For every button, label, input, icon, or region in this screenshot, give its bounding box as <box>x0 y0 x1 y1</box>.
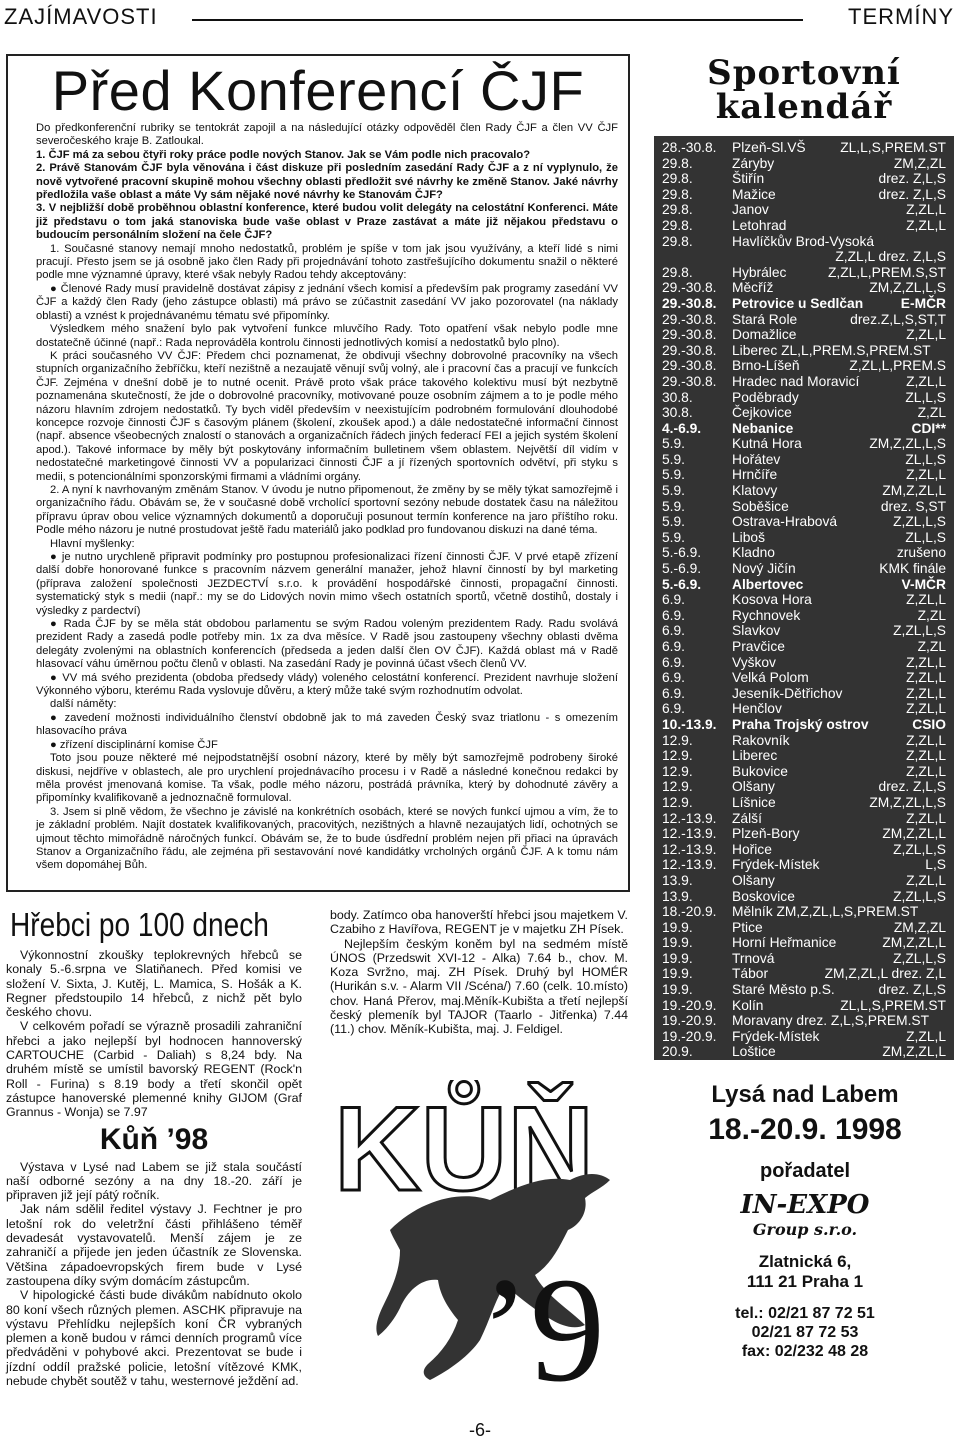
calendar-place: Velká Polom <box>732 670 809 686</box>
calendar-place: Kutná Hora <box>732 436 802 452</box>
calendar-date: 29.-30.8. <box>662 280 717 296</box>
calendar-category: Z,ZL,L <box>906 592 946 608</box>
calendar-place: Horní Heřmanice <box>732 935 837 951</box>
calendar-place: Frýdek-Místek <box>732 857 820 873</box>
calendar-row <box>662 811 950 827</box>
calendar-date: 18.-20.9. <box>662 904 717 920</box>
page-header <box>0 0 960 34</box>
calendar-category: CSIO <box>912 716 946 732</box>
calendar-row <box>662 826 950 842</box>
calendar-row <box>662 218 950 234</box>
calendar-category: ZM,Z,ZL,L,S <box>869 794 946 810</box>
calendar-date: 10.-13.9. <box>662 716 717 732</box>
stallions-paragraph: body. Zatímco oba hanoverští hřebci jsou majetkem V. Czabiho z Havířova, REGENT je v majetku ZH Písek. <box>330 908 628 937</box>
calendar-row <box>662 187 950 203</box>
calendar-category: Z,ZL,L <box>906 732 946 748</box>
exhibition-promo <box>656 1076 954 1396</box>
calendar-place: Henčlov <box>732 701 782 717</box>
calendar-row <box>662 592 950 608</box>
calendar-row <box>662 998 950 1014</box>
calendar-row <box>662 171 950 187</box>
calendar-row <box>662 545 950 561</box>
calendar-place: Plzeň-Bory <box>732 826 800 842</box>
calendar-category: drez. Z,L,S <box>878 779 946 795</box>
calendar-row <box>662 982 950 998</box>
sport-calendar <box>654 54 954 1060</box>
calendar-place: Hrnčíře <box>732 467 778 483</box>
calendar-category: Z,ZL,L <box>906 810 946 826</box>
calendar-category: drez. Z,L,S <box>878 171 946 187</box>
calendar-row <box>662 140 950 156</box>
calendar-date: 12.-13.9. <box>662 857 717 873</box>
calendar-row <box>662 889 950 905</box>
calendar-category: drez. Z,L,S <box>878 186 946 202</box>
calendar-date: 12.-13.9. <box>662 810 717 826</box>
kun-paragraph: V hipologické části bude divákům nabídnuto okolo 80 koní všech různých plemen. ASCHK připravuje na výstavu Přehlídku nejlepších koní ČR vybraných plemen a koně budou v rámci denních programů více předváděni v pohybové akci. Prezentovat se bude i jízdní oddíl pražské policie, letošní vítězové KMK, nebude chybět soutěž v tahu, westernové ježdění ad. <box>6 1288 302 1389</box>
calendar-place: Staré Město p.S. <box>732 982 835 998</box>
calendar-row <box>662 764 950 780</box>
calendar-date: 6.9. <box>662 685 686 701</box>
calendar-place: Nový Jičín <box>732 561 796 577</box>
calendar-date: 6.9. <box>662 701 686 717</box>
calendar-row <box>662 530 950 546</box>
calendar-title: Sportovní kalendář <box>707 53 901 127</box>
logo-year: ’9 <box>480 1247 605 1410</box>
article-paragraph: 3. Jsem si plně vědom, že všechno je závislé na konkrétních osobách, které se nových funkcí ujmou a vím, že to je základní problém. Najít dostatek kvalifikovaných, pracovitých, nezištných a hlavně nezaujatých lidí, ochotných se ujmout těchto mimořádně náročných funkcí. Obávám se, že to bude úsdřední problém nejen při přiaci na úpravách Stanov a Organizačního řádu, ale zejména při sestavování nové kandidátky vrcholných orgánů ČJF. A k tomu nám všem dopomáhej Bůh. <box>36 805 618 872</box>
calendar-row <box>662 296 950 312</box>
calendar-row <box>662 156 950 172</box>
calendar-category: KMK finále <box>879 561 946 577</box>
calendar-date: 29.-30.8. <box>662 358 717 374</box>
calendar-row <box>662 374 950 390</box>
calendar-date: 29.8. <box>662 155 693 171</box>
calendar-row <box>662 779 950 795</box>
calendar-row <box>662 920 950 936</box>
promo-dates: 18.-20.9. 1998 <box>708 1113 902 1146</box>
calendar-place: Slavkov <box>732 623 781 639</box>
calendar-place: Janov <box>732 202 769 218</box>
calendar-place: Líšnice <box>732 794 776 810</box>
calendar-place: Kolín <box>732 997 764 1013</box>
calendar-place: Trnová <box>732 950 775 966</box>
calendar-date: 29.-30.8. <box>662 295 717 311</box>
calendar-row <box>662 249 950 265</box>
calendar-row <box>662 327 950 343</box>
calendar-row <box>662 405 950 421</box>
calendar-row <box>662 202 950 218</box>
calendar-category: Z,ZL,L <box>906 670 946 686</box>
section-label-right: TERMÍNY <box>848 4 954 29</box>
calendar-place: Frýdek-Místek <box>732 1028 820 1044</box>
article-body <box>36 122 618 873</box>
calendar-category: Z,ZL,L <box>906 654 946 670</box>
article-paragraph: Do předkonferenční rubriky se tentokrát zapojil a na následující otázky odpověděl člen Rady ČJF a člen VV ČJF severočeského kraje B. Zatloukal. <box>36 122 618 148</box>
calendar-category: ZM,Z,ZL,L drez. Z,L <box>824 966 946 982</box>
stallions-column-right <box>330 908 628 1037</box>
calendar-category: ZM,Z,ZL,L,S <box>869 280 946 296</box>
calendar-list <box>662 140 950 1060</box>
calendar-date: 28.-30.8. <box>662 140 717 155</box>
calendar-date: 29.8. <box>662 171 693 187</box>
article-paragraph: ● je nutno urychleně připravit podmínky pro postupnou profesionalizaci řízení činnosti ČJF. V prvé etapě zřízení další dobře honorované funkce s pracovním názvem generální manažer, jehož hlavní činností by byl marketing (příprava založení společnosti JEZDECTVÍ s.r.o. k provádění hospodářské činnosti, propagační činnosti. systematický styk s medii (např.: my se do Lidových novin mimo všech ostatních sportů, včetně dostihů, dostaly i výsledky z pardectví) <box>36 551 618 617</box>
calendar-date: 29.8. <box>662 202 693 218</box>
calendar-row <box>662 467 950 483</box>
promo-company-sub: Group s.r.o. <box>752 1220 858 1239</box>
promo-fax: fax: 02/232 48 28 <box>741 1343 869 1360</box>
promo-organizer-label: pořadatel <box>759 1160 851 1182</box>
article-title: Před Konferencí ČJF <box>51 59 585 122</box>
calendar-category: Z,ZL <box>917 639 946 654</box>
calendar-category: Z,ZL,L drez. Z,L,S <box>835 249 946 265</box>
calendar-category: drez. S,ST <box>880 498 946 514</box>
promo-company: IN-EXPO <box>740 1190 870 1220</box>
calendar-date: 20.9. <box>662 1044 693 1060</box>
calendar-date: 12.9. <box>662 763 693 779</box>
calendar-row <box>662 966 950 982</box>
calendar-category: Z,ZL <box>917 607 946 623</box>
calendar-category: Z,ZL,L <box>906 327 946 343</box>
calendar-place: Kosova Hora <box>732 592 812 608</box>
calendar-place: Havlíčkův Brod-Vysoká <box>732 233 875 249</box>
calendar-date: 6.9. <box>662 654 686 670</box>
calendar-row <box>662 701 950 717</box>
calendar-category: Z,ZL <box>917 405 946 421</box>
calendar-category: Z,ZL,L <box>906 202 946 218</box>
calendar-place: Mažice <box>732 186 776 202</box>
calendar-place: Vyškov <box>732 654 776 670</box>
calendar-category: ZM,Z,ZL,L <box>882 483 946 499</box>
calendar-place: Hořice <box>732 841 772 857</box>
calendar-row <box>662 1044 950 1060</box>
calendar-category: ZL,L,S <box>905 451 946 467</box>
calendar-date: 29.-30.8. <box>662 327 717 343</box>
article-paragraph: ● zavedení možnosti individuálního členství obdobně jak to má zaveden Český svaz triatlonu - s omezením hlasovacího práva <box>36 711 618 738</box>
promo-tel-1: tel.: 02/21 87 72 51 <box>735 1305 875 1322</box>
calendar-place: Boskovice <box>732 888 795 904</box>
calendar-row <box>662 795 950 811</box>
calendar-place: Domažlice <box>732 327 797 343</box>
calendar-category: Z,ZL,L <box>906 373 946 389</box>
calendar-category: V-MČR <box>901 576 946 592</box>
calendar-date: 19.9. <box>662 935 693 951</box>
calendar-row <box>662 608 950 624</box>
calendar-place: Hybrálec <box>732 264 787 280</box>
calendar-date: 12.9. <box>662 779 693 795</box>
calendar-place: Loštice <box>732 1044 776 1060</box>
calendar-category: Z,ZL,L,S <box>893 514 946 530</box>
calendar-row <box>662 358 950 374</box>
calendar-place: Praha Trojský ostrov <box>732 716 869 732</box>
article-paragraph: 2. A nyní k navrhovaným změnám Stanov. V úvodu je nutno připomenout, že změny by se měly týkat samozřejmě i organizačního řádu. Obávám se, že v současné době vrcholící sportovní sezóny nebude dostatek času na náležitou přípravu úprav obou velice významných dokumentů a doporučuji posunout termín konference na jaro příštího roku. Podle mého názoru je nutné prostudovat ještě řadu materiálů jako podklad pro fundovanou diskuzi na dané téma. <box>36 483 618 537</box>
promo-address-2: 111 21 Praha 1 <box>746 1272 864 1291</box>
calendar-place: Petrovice u Sedlčan <box>732 295 864 311</box>
calendar-place: Stará Role <box>732 311 798 327</box>
calendar-date: 5.9. <box>662 529 686 545</box>
kun-heading: Kůň ’98 <box>99 1122 209 1156</box>
calendar-category: Z,ZL,L,PREM.S,ST <box>827 264 946 280</box>
calendar-category: zrušeno <box>896 545 946 561</box>
calendar-place: Kladno <box>732 545 775 561</box>
calendar-category: drez.Z,L,S,ST,T <box>850 311 946 327</box>
calendar-category: ZM,Z,ZL <box>893 919 946 935</box>
article-paragraph: 1. Současné stanovy nemají mnoho nedostatků, problém je spíše v tom jak jsou využívány, a kteří lidé s nimi pracují. Přesto jsem se já osobně jako člen Rady při projednávání tohoto zastřešujícího dokumentu snažil o některé podle mne významné úpravy, které však nebyly Radou tehdy akceptovány: <box>36 242 618 282</box>
conference-article <box>6 54 630 892</box>
calendar-category: Z,ZL,L,PREM.S <box>849 358 946 374</box>
calendar-row <box>662 873 950 889</box>
calendar-place: Záryby <box>732 155 775 171</box>
calendar-row <box>662 390 950 406</box>
calendar-row <box>662 733 950 749</box>
calendar-date: 29.8. <box>662 186 693 202</box>
page-number: -6- <box>469 1420 491 1440</box>
calendar-place: Moravany drez. Z,L,S,PREM.ST <box>732 1013 930 1029</box>
calendar-place: Brno-Líšeň <box>732 358 800 374</box>
calendar-place: Rakovník <box>732 732 790 748</box>
calendar-date: 12.-13.9. <box>662 826 717 842</box>
stallions-paragraph: Nejlepším českým koněm byl na sedmém místě ÚNOS (Przedswit XVI-12 - Alka) 7.64 b., chov. M. Koza Svržno, maj. ZH Písek. Druhý byl HOMÉR (Hurikán s.v. - Alarm VII /Scéna/) 7.60 (celk. 10.místo) chov. Haná Přerov, maj.Měník-Kubišta a třetí nejlepší český plemeník byl TAJOR (Taarlo - Jitřenka) 7.44 (11.) chov. Měník-Kubišta, maj. J. Feldigel. <box>330 936 628 1037</box>
calendar-row <box>662 265 950 281</box>
calendar-category: ZM,Z,ZL,L <box>882 935 946 951</box>
stallions-heading: Hřebci po 100 dnech <box>10 906 269 943</box>
calendar-place: Ostrava-Hrabová <box>732 514 838 530</box>
calendar-category: Z,ZL,L <box>906 763 946 779</box>
calendar-row <box>662 452 950 468</box>
calendar-date: 13.9. <box>662 872 693 888</box>
calendar-date: 12.-13.9. <box>662 841 717 857</box>
calendar-category: ZM,Z,ZL <box>893 155 946 171</box>
calendar-row <box>662 1013 950 1029</box>
calendar-place: Tábor <box>732 966 769 982</box>
header-rule <box>192 19 803 21</box>
calendar-place: Olšany <box>732 779 775 795</box>
promo-city: Lysá nad Labem <box>711 1081 899 1108</box>
calendar-row <box>662 577 950 593</box>
calendar-place: Ptice <box>732 919 763 935</box>
calendar-place: Pravčice <box>732 639 785 654</box>
calendar-date: 29.8. <box>662 264 693 280</box>
calendar-date: 19.9. <box>662 966 693 982</box>
horse-logo <box>330 1080 660 1410</box>
calendar-date: 19.-20.9. <box>662 997 717 1013</box>
calendar-date: 5.9. <box>662 498 686 514</box>
calendar-row <box>662 514 950 530</box>
article-paragraph: další náměty: <box>50 698 117 711</box>
calendar-place: Nebanice <box>732 420 794 436</box>
calendar-place: Soběšice <box>732 498 789 514</box>
calendar-row <box>662 904 950 920</box>
promo-tel-2: 02/21 87 72 53 <box>751 1324 859 1341</box>
calendar-category: Z,ZL,L <box>906 467 946 483</box>
calendar-category: Z,ZL,L,S <box>893 841 946 857</box>
calendar-date: 6.9. <box>662 623 686 639</box>
calendar-category: Z,ZL,L <box>906 701 946 717</box>
stallions-paragraph: V celkovém pořadí se výrazně prosadili zahraniční hřebci a jako nejlepší byl hodnocen hannoverský CARTOUCHE (Carbid - Daliah) s 8,24 bdy. Na druhém místě se umístil bavorský REGENT (Rock'n Roll - Furina) s 8.19 body a třetí skončil opět zástupce hanoverské plemenné knihy GIJOM (Graf Grannus - Wonja) se 7.97 <box>6 1019 302 1120</box>
calendar-date: 5.9. <box>662 451 686 467</box>
calendar-row <box>662 857 950 873</box>
section-label-left: ZAJÍMAVOSTI <box>4 4 158 29</box>
calendar-date: 12.9. <box>662 748 693 764</box>
calendar-row <box>662 670 950 686</box>
calendar-place: Měcříž <box>732 280 774 296</box>
article-paragraph: K práci současného VV ČJF: Předem chci poznamenat, že obdivuji všechny dobrovolné pracovníky na všech stupních organizačního žebříčku, kteří nezištně a nezaujatě věnují svůj volný, ale i pracovní čas a pracují ve funkcích ČJF. Zejména v dnešní době je to nutné ocenit. Právě proto však práce takového kolektivu musí být nezbytně poznamenána skutečností, že jde o dobrovolné pracovníky, motivované pouze osobním zájmem a to je podle mého názoru hlavním zdrojem nedostatků. Ty bych viděl především v neexistujícím podrobném formulování dlouhodobé koncepce rozvoje činnosti ČJF s časovým plánem (školení, zkoušek apod.) a dále nedostatečné informační činnost (např. absence všeobecných znalostí o stanovách a organizačních řádech jiných federací FEI a jejich systém školení apod.). Takové informace by měly být poskytovány informačním bulletinem všem oblastem. Největší díl vidím v nedostatečné marketingové činnosti VV a popularizaci činnosti ČJF a jí řízených sportovních odvětví, při styku s medii, s potencionálními sponzorskými firmami a vládními orgány. <box>36 349 618 483</box>
calendar-place: Poděbrady <box>732 389 799 405</box>
calendar-category: ZM,Z,ZL,L <box>882 1044 946 1060</box>
calendar-date: 6.9. <box>662 607 686 623</box>
calendar-category: ZL,L,S,PREM.ST <box>840 997 946 1013</box>
kun-paragraph: Výstava v Lysé nad Labem se již stala součástí naší odborné sezóny a na dny 18.-20. září je připraven již její pátý ročník. <box>6 1159 302 1203</box>
calendar-row <box>662 561 950 577</box>
article-paragraph: ● VV má svého prezidenta (obdoba předsedy vlády) voleného celostátní konferencí. Prezident navrhuje složení Výkonného výboru, kterému Rada vyslovuje důvěru, a který může také svým rozhodnutím odvolat. <box>36 671 618 698</box>
calendar-date: 29.-30.8. <box>662 342 717 358</box>
calendar-date: 19.9. <box>662 919 693 935</box>
calendar-row <box>662 655 950 671</box>
article-paragraph: 2. Právě Stanovám ČJF byla věnována i část diskuze při posledním zasedání Rady ČJF a z ní vyplynulo, že nově vytvořené pracovní skupině mohou všechny oblasti předložit své návrhy ke změně Stanov. Jaké návrhy předložila vaše oblast a máte Vy sám nějaké nové návrhy ke Stanovám ČJF? <box>36 162 618 202</box>
calendar-date: 19.9. <box>662 982 693 998</box>
calendar-date: 4.-6.9. <box>662 420 702 436</box>
calendar-date: 29.-30.8. <box>662 373 717 389</box>
calendar-category: Z,ZL,L <box>906 217 946 233</box>
calendar-place: Zálší <box>732 810 762 826</box>
calendar-place: Letohrad <box>732 217 787 233</box>
calendar-row <box>662 717 950 733</box>
calendar-row <box>662 935 950 951</box>
calendar-place: Olšany <box>732 872 775 888</box>
calendar-row <box>662 686 950 702</box>
calendar-date: 29.8. <box>662 233 693 249</box>
article-paragraph: ● Členové Rady musí pravidelně dostávat zápisy z jednání všech komisí a především pak programy zasedání VV ČJF a každý člen Rady (jeho zástupce oblasti) má právo se zúčastnit zasedání VV jako pozorovatel (na náklady oblasti) a vznést k projednávanému tématu své připomínky. <box>36 282 618 322</box>
calendar-place: Liberec <box>732 748 778 764</box>
calendar-category: Z,ZL,L <box>906 685 946 701</box>
calendar-row <box>662 748 950 764</box>
calendar-row <box>662 234 950 250</box>
calendar-place: Liboš <box>732 529 765 545</box>
calendar-row <box>662 951 950 967</box>
calendar-place: Jeseník-Dětřichov <box>732 685 843 701</box>
calendar-category: Z,ZL,L,S <box>893 623 946 639</box>
calendar-date: 5.-6.9. <box>662 576 702 592</box>
calendar-category: CDI** <box>911 420 946 436</box>
calendar-place: Hořátev <box>732 451 781 467</box>
calendar-category: Z,ZL,L,S <box>893 950 946 966</box>
calendar-place: Bukovice <box>732 763 788 779</box>
calendar-row <box>662 639 950 655</box>
calendar-date: 30.8. <box>662 389 693 405</box>
calendar-place: Liberec ZL,L,PREM.S,PREM.ST <box>732 342 931 358</box>
calendar-category: Z,ZL,L <box>906 1028 946 1044</box>
calendar-date: 12.9. <box>662 794 693 810</box>
calendar-category: Z,ZL,L <box>906 748 946 764</box>
stallions-column-left <box>6 948 302 1388</box>
calendar-date: 5.9. <box>662 467 686 483</box>
calendar-date: 5.-6.9. <box>662 545 702 561</box>
calendar-place: Mělník ZM,Z,ZL,L,S,PREM.ST <box>732 904 919 920</box>
promo-address-1: Zlatnická 6, <box>758 1252 852 1271</box>
calendar-place: Plzeň-Sl.VŠ <box>732 140 806 155</box>
article-paragraph: Toto jsou pouze některé mé nejpodstatnější osobní názory, které by měly být samozřejmě podrobeny široké diskusi, nejdříve v oblastech, ale pro urychlení projednávacího procesu i v Radě a následné konečnou redakci by měla provést jmenovaná komise. Ta však, podle mého názoru, postrádá právníka, který by dohodnuté závěry a připomínky kvalifikovaně a jednoznačně formuloval. <box>36 752 618 805</box>
calendar-date: 5.9. <box>662 483 686 499</box>
calendar-category: ZL,L,S <box>905 389 946 405</box>
calendar-place: Rychnovek <box>732 607 801 623</box>
stallions-paragraph: Výkonnostní zkoušky teplokrevných hřebců se konaly 5.-6.srpna ve Slatiňanech. Před komisi ve složení V. Sixta, J. Kutěj, L. Mamica, S. Hošák a K. Regner předstoupilo 14 hřebců, z nichž pět bylo českého chovu. <box>6 948 302 1020</box>
logo-lettering: KŮŇ <box>334 1082 594 1216</box>
calendar-category: E-MČR <box>900 295 946 311</box>
calendar-row <box>662 623 950 639</box>
calendar-date: 5.-6.9. <box>662 561 702 577</box>
calendar-row <box>662 312 950 328</box>
calendar-date: 6.9. <box>662 592 686 608</box>
calendar-row <box>662 343 950 359</box>
calendar-category: L,S <box>925 857 946 873</box>
calendar-place: Hradec nad Moravicí <box>732 373 860 389</box>
calendar-row <box>662 421 950 437</box>
article-paragraph: Hlavní myšlenky: <box>50 537 135 550</box>
calendar-date: 6.9. <box>662 670 686 686</box>
calendar-category: ZL,L,S,PREM.ST <box>840 140 946 155</box>
article-paragraph: 1. ČJF má za sebou čtyři roky práce podle nových Stanov. Jak se Vám podle nich pracovalo? <box>36 148 531 161</box>
calendar-row <box>662 483 950 499</box>
calendar-date: 5.9. <box>662 436 686 452</box>
calendar-date: 19.-20.9. <box>662 1028 717 1044</box>
calendar-place: Klatovy <box>732 483 778 499</box>
calendar-place: Albertovec <box>732 576 804 592</box>
calendar-date: 6.9. <box>662 639 686 654</box>
kun-paragraph: Jak nám sdělil ředitel výstavy J. Fechtner je pro letošní rok do veletržní části přihlášeno téměř devadesát vystavovatelů. Menší zájem je ze zahraničí a přijede jen jeden účastník ze Slovenska. Většina západoevropských firem bude v Lysé zastoupena díky svým domácím zástupcům. <box>6 1202 302 1288</box>
article-paragraph: ● Rada ČJF by se měla stát obdobou parlamentu se svým Radou voleným prezidentem Rady. Radu svolává prezident Rady a zasedá podle potřeby min. 1x za dva měsíce. V Radě jsou zastoupeny všechny oblasti dvěma delegáty zvolenými na oblastních konferencích (předseda a jeden další člen OV ČJF). Každá oblast má v Radě hlasovací váhu úměrnou počtu členů v oblasti. Na zasedání Rady je povinná účast všech členů VV. <box>36 618 618 671</box>
calendar-row <box>662 1029 950 1045</box>
calendar-date: 13.9. <box>662 888 693 904</box>
calendar-row <box>662 499 950 515</box>
calendar-date: 19.-20.9. <box>662 1013 717 1029</box>
calendar-date: 12.9. <box>662 732 693 748</box>
calendar-place: Štiřín <box>732 171 765 187</box>
article-paragraph: ● zřízení disciplinární komise ČJF <box>50 738 218 751</box>
article-paragraph: Výsledkem mého snažení bylo pak vytvoření funkce mluvčího Rady. Toto opatření však nebylo podle mne dostatečně účinné (např.: Rada neprováděla kontrolu činnosti jednotlivých komisí a nedostatků bylo plno). <box>36 323 618 349</box>
calendar-date: 30.8. <box>662 405 693 421</box>
calendar-row <box>662 280 950 296</box>
calendar-row <box>662 436 950 452</box>
calendar-category: Z,ZL,L,S <box>893 888 946 904</box>
article-paragraph: 3. V nejbližší době proběhnou oblastní konference, které budou volit delegáty na celostátní Konferenci. Máte již představu o tom jaká stanoviska bude vaše oblast v Praze zastávat a máte již nějakou představu o budoucím personálním složení na čele ČJF? <box>36 202 618 242</box>
calendar-date: 19.9. <box>662 950 693 966</box>
calendar-date: 29.-30.8. <box>662 311 717 327</box>
calendar-row <box>662 842 950 858</box>
calendar-place: Čejkovice <box>732 405 792 421</box>
calendar-category: ZM,Z,ZL,L <box>882 826 946 842</box>
calendar-category: ZM,Z,ZL,L,S <box>869 436 946 452</box>
calendar-category: Z,ZL,L <box>906 872 946 888</box>
calendar-category: ZL,L,S <box>905 529 946 545</box>
calendar-date: 5.9. <box>662 514 686 530</box>
calendar-date: 29.8. <box>662 217 693 233</box>
calendar-category: drez. Z,L,S <box>878 982 946 998</box>
